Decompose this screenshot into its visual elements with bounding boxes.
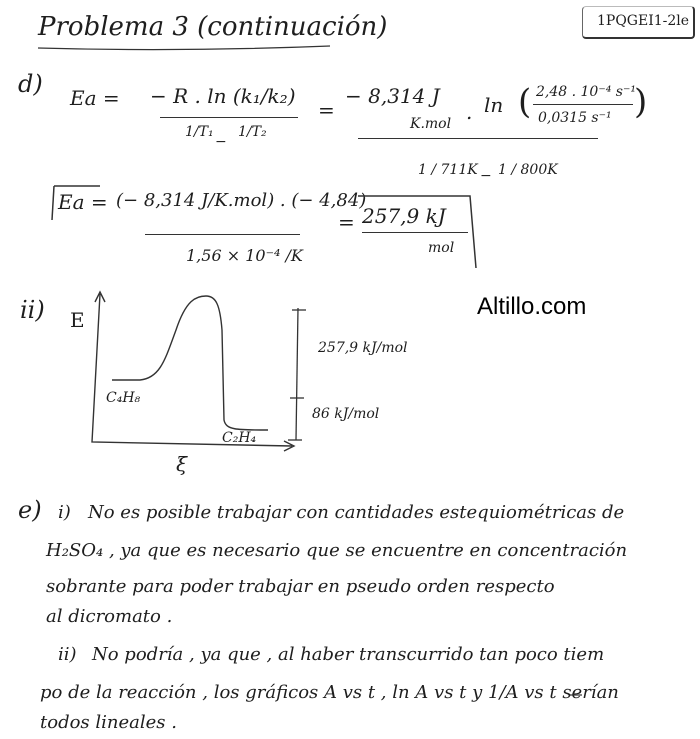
diagram-axes [92, 294, 292, 446]
exam-code: 1PQGEI1-2le [597, 13, 690, 29]
ea1-k2: 0,0315 s⁻¹ [538, 110, 612, 126]
ea2-lhs: Ea = [58, 190, 108, 214]
part-e-i-line-1: No es posible trabajar con cantidades estequiométricas de [88, 502, 625, 523]
part-e-ii-line-2: po de la reacción , los gráficos A vs t , ln A vs t y 1/A vs t serían [40, 682, 619, 703]
ea1-den-t1: 1/T₁ [185, 124, 214, 140]
energy-axis-label: E [70, 308, 85, 332]
ea1-ln: ln [484, 93, 504, 117]
part-e-ii-line-3: todos lineales . [40, 712, 177, 733]
ea1-den2-a: 1 / 711K [418, 162, 478, 178]
ea1-r-value: − 8,314 J [345, 84, 440, 108]
box-left-edge [52, 186, 54, 220]
ea2-result-unit: mol [428, 240, 455, 256]
part-e-i-label: i) [58, 502, 71, 523]
ea2-result: 257,9 kJ [362, 204, 446, 228]
ea1-paren-close: ) [634, 82, 648, 122]
ea1-dot: . [466, 100, 473, 124]
result-box [358, 196, 476, 268]
enthalpy-label: 86 kJ/mol [312, 406, 380, 422]
ea1-equals: = [318, 98, 335, 122]
ea1-den-minus: − [215, 134, 227, 150]
reactant-label: C₄H₈ [106, 390, 141, 406]
ea1-r-unit: K.mol [410, 116, 452, 132]
ea1-den-t2: 1/T₂ [238, 124, 267, 140]
product-label: C₂H₄ [222, 430, 257, 446]
part-d-label: d) [18, 70, 43, 98]
title-underline [38, 46, 330, 50]
ea2-equals: = [338, 210, 355, 234]
ea1-den2-b: 1 / 800K [498, 162, 558, 178]
ea1-paren-open: ( [518, 82, 532, 122]
ea2-numerator: (− 8,314 J/K.mol) . (− 4,84) [116, 190, 367, 211]
part-ii-label: ii) [20, 296, 45, 324]
part-e-i-line-2: H₂SO₄ , ya que es necesario que se encuentre en concentración [46, 540, 628, 561]
watermark: Altillo.com [477, 293, 587, 320]
part-e-i-line-4: al dicromato . [46, 606, 173, 627]
activation-energy-label: 257,9 kJ/mol [318, 340, 408, 356]
ea1-numerator: − R . ln (k₁/k₂) [150, 84, 296, 108]
part-e-label: e) [18, 496, 42, 524]
page-title: Problema 3 (continuación) [38, 12, 388, 42]
energy-profile-curve [112, 296, 268, 430]
part-e-i-line-3: sobrante para poder trabajar en pseudo orden respecto [46, 576, 555, 597]
ea1-lhs: Ea = [70, 86, 120, 110]
ea2-denominator: 1,56 × 10⁻⁴ /K [186, 246, 303, 265]
part-e-ii-line-1: No podría , ya que , al haber transcurrido tan poco tiem [92, 644, 605, 665]
energy-span-line [296, 308, 298, 440]
ea1-den2-minus: − [480, 168, 492, 184]
reaction-coordinate-label: ξ [176, 452, 188, 476]
part-e-ii-label: ii) [58, 644, 77, 665]
ea1-k1: 2,48 . 10⁻⁴ s⁻¹ [536, 84, 636, 100]
